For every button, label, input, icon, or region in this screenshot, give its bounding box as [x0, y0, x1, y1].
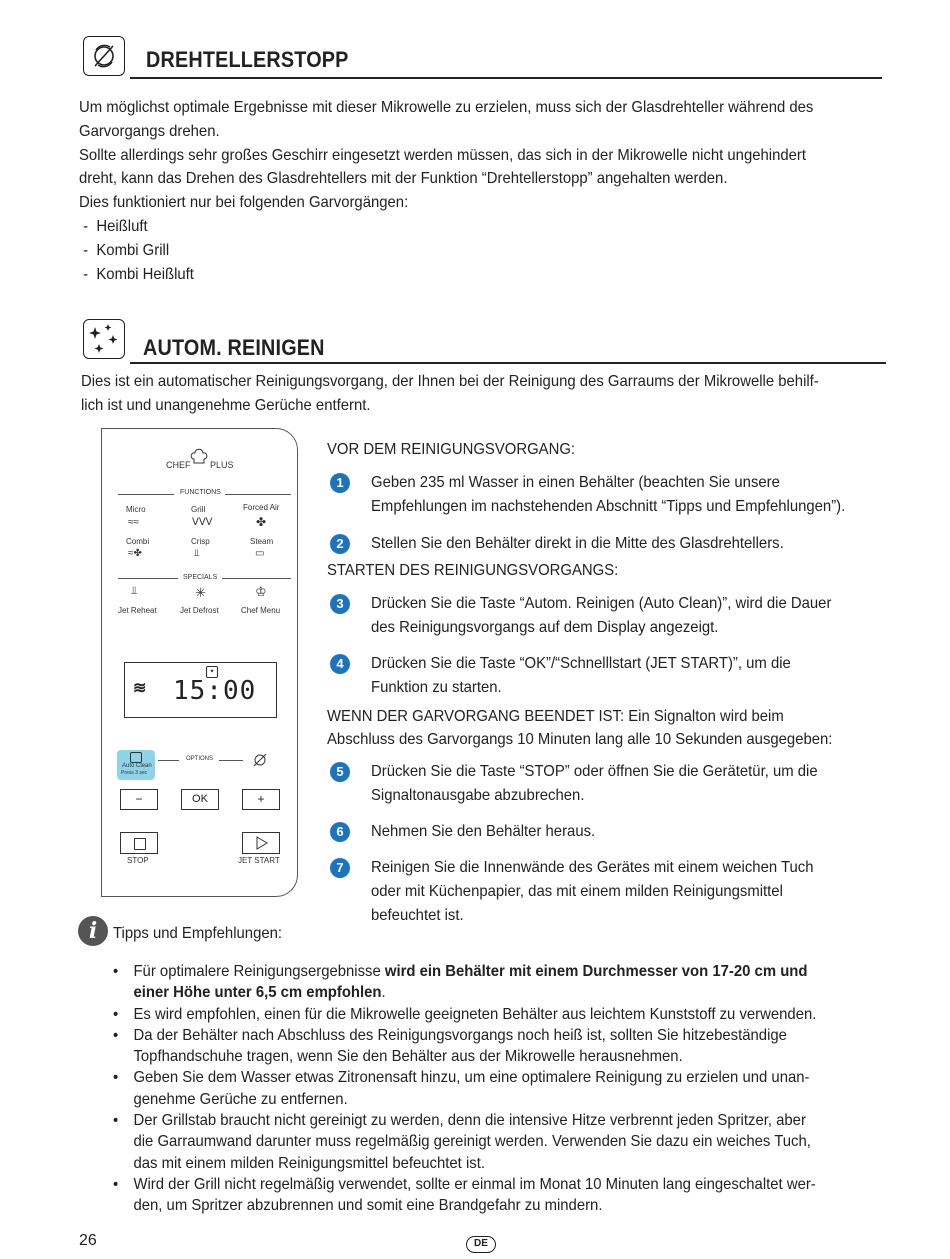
- list-item: • Da der Behälter nach Abschluss des Reinigungsvorgangs noch heiß ist, sollten Sie hitzebeständige Topfhandschuhe tragen, wenn Sie den Behälter aus der Mikrowelle herausnehmen.: [113, 1026, 787, 1066]
- step-text-line: des Reinigungsvorgangs auf dem Display angezeigt.: [371, 619, 719, 636]
- options-divider: [219, 760, 243, 761]
- minus-button[interactable]: −: [120, 789, 158, 810]
- play-icon: [255, 836, 269, 850]
- section-title-turntable-stop: DREHTELLERSTOPP: [146, 47, 349, 72]
- auto-clean-icon: [130, 752, 142, 763]
- list-item: - Kombi Heißluft: [79, 265, 194, 283]
- paragraph-line: Dies ist ein automatischer Reinigungsvorgang, der Ihnen bei der Reinigung des Garraums der Mikrowelle behilf-: [81, 373, 819, 390]
- paragraph-line: Um möglichst optimale Ergebnisse mit dieser Mikrowelle zu erzielen, muss sich der Glasdrehteller während des: [79, 99, 814, 116]
- functions-label: FUNCTIONS: [180, 489, 221, 496]
- fan-icon: ✤: [256, 515, 267, 529]
- auto-clean-label: Auto Clean: [122, 763, 152, 769]
- combi-icon: ≈✤: [128, 548, 142, 559]
- paragraph-line: Sollte allerdings sehr großes Geschirr eingesetzt werden müssen, das sich in der Mikrowelle nicht ungehindert: [79, 146, 806, 164]
- function-combi-button[interactable]: Combi: [126, 537, 150, 546]
- tips-list: [113, 961, 816, 1217]
- step-text-line: Empfehlungen im nachstehenden Abschnitt “Tipps und Empfehlungen”).: [371, 498, 846, 515]
- list-item: • Der Grillstab braucht nicht gereinigt zu werden, denn die intensive Hitze verbrennt jeden Spritzer, aber die Garraumwand darunter muss regelmäßig gereinigt werden. Verwenden Sie dazu ein weiches Tuch, das mit einem milden Reinigungsmittel befeuchtet ist.: [113, 1112, 811, 1172]
- paragraph-line: Garvorgangs drehen.: [79, 122, 220, 140]
- micro-wave-indicator-icon: ≋: [133, 680, 147, 697]
- step-text-line: Stellen Sie den Behälter direkt in die Mitte des Glasdrehtellers.: [371, 535, 784, 552]
- functions-divider: [225, 494, 291, 495]
- sparkle-clean-icon: [83, 319, 125, 359]
- list-item: • Wird der Grill nicht regelmäßig verwendet, sollte er einmal im Monat 10 Minuten lang eingeschaltet wer- den, um Spritzer abzubrennen und somit eine Brandgefahr zu mindern.: [113, 1175, 816, 1215]
- step-number: 3: [330, 594, 350, 614]
- section-divider: [130, 362, 886, 364]
- micro-wave-icon: ≈≈: [128, 517, 139, 528]
- turntable-stop-button[interactable]: [252, 752, 268, 773]
- step-number: 5: [330, 762, 350, 782]
- paragraph-line: dreht, kann das Drehen des Glasdrehtellers mit der Funktion “Drehtellerstopp” angehalten werden.: [79, 170, 728, 188]
- step-number: 7: [330, 858, 350, 878]
- function-crisp-button[interactable]: Crisp: [191, 537, 210, 546]
- chef-menu-icon: ♔: [255, 584, 267, 599]
- turntable-stop-description: [79, 96, 813, 286]
- lcd-display: [124, 662, 277, 718]
- jet-reheat-icon: ⫫: [131, 585, 138, 597]
- function-steam-button[interactable]: Steam: [250, 537, 274, 546]
- specials-label: SPECIALS: [183, 574, 218, 581]
- step-text-line: Geben 235 ml Wasser in einen Behälter (beachten Sie unsere: [371, 474, 780, 491]
- step-text-line: Signaltonausgabe abzubrechen.: [371, 787, 585, 804]
- auto-clean-button[interactable]: [117, 750, 155, 780]
- ok-button[interactable]: OK: [181, 789, 219, 810]
- step-number: 1: [330, 473, 350, 493]
- stop-label: STOP: [127, 856, 149, 865]
- turntable-stop-icon: [83, 36, 125, 76]
- function-micro-button[interactable]: Micro: [126, 505, 146, 514]
- section-title-auto-clean: AUTOM. REINIGEN: [143, 335, 325, 360]
- brand-right: PLUS: [210, 460, 234, 470]
- functions-divider: [118, 494, 174, 495]
- step-text-line: befeuchtet ist.: [371, 907, 464, 924]
- step-number: 6: [330, 822, 350, 842]
- paragraph-line: lich ist und unangenehme Gerüche entfernt.: [81, 396, 371, 414]
- end-of-cooking-note: [327, 705, 832, 751]
- step-number: 2: [330, 534, 350, 554]
- before-cleaning-heading: VOR DEM REINIGUNGSVORGANG:: [327, 441, 576, 458]
- options-divider: [158, 760, 179, 761]
- steam-icon: ▭: [255, 548, 265, 559]
- step-text-line: Drücken Sie die Taste “STOP” oder öffnen Sie die Gerätetür, um die: [371, 763, 818, 780]
- auto-clean-indicator-icon: ✦: [206, 666, 218, 678]
- step-text-line: Reinigen Sie die Innenwände des Gerätes mit einem weichen Tuch: [371, 859, 814, 876]
- tips-heading: Tipps und Empfehlungen:: [113, 925, 283, 942]
- function-forced-air-button[interactable]: Forced Air: [243, 503, 280, 512]
- brand-left: CHEF: [166, 460, 191, 470]
- stop-button[interactable]: [120, 832, 158, 854]
- specials-divider: [222, 578, 291, 579]
- jet-reheat-button[interactable]: Jet Reheat: [118, 606, 157, 615]
- stop-icon: [134, 838, 146, 850]
- options-label: OPTIONS: [186, 756, 214, 762]
- step-number: 4: [330, 654, 350, 674]
- list-item: - Heißluft: [79, 217, 148, 235]
- auto-clean-description: [81, 370, 819, 418]
- jet-start-label: JET START: [238, 856, 280, 865]
- crisp-icon: ⫫: [194, 548, 200, 559]
- language-badge: DE: [466, 1236, 496, 1253]
- control-panel-illustration: [101, 428, 298, 897]
- step-text-line: Funktion zu starten.: [371, 679, 502, 696]
- step-text-line: oder mit Küchenpapier, das mit einem milden Reinigungsmittel: [371, 883, 783, 900]
- start-cleaning-heading: STARTEN DES REINIGUNGSVORGANGS:: [327, 562, 619, 579]
- chef-hat-icon: [189, 447, 209, 472]
- jet-defrost-icon: ✳: [195, 585, 206, 600]
- chef-menu-button[interactable]: Chef Menu: [241, 606, 281, 615]
- page-number: 26: [79, 1232, 97, 1249]
- press-3-sec-label: Press 3 sec: [121, 770, 148, 776]
- note-line: Abschluss des Garvorgangs 10 Minuten lang alle 10 Sekunden ausgegeben:: [327, 731, 833, 748]
- function-grill-button[interactable]: Grill: [191, 505, 206, 514]
- list-item: • Für optimalere Reinigungsergebnisse wird ein Behälter mit einem Durchmesser von 17-20 cm und einer Höhe unter 6,5 cm empfohlen.: [113, 963, 808, 1002]
- paragraph-line: Dies funktioniert nur bei folgenden Garvorgängen:: [79, 194, 409, 212]
- step-text-line: Drücken Sie die Taste “OK”/“Schnelllstart (JET START)”, um die: [371, 655, 791, 672]
- jet-defrost-button[interactable]: Jet Defrost: [180, 606, 219, 615]
- step-text-line: Drücken Sie die Taste “Autom. Reinigen (Auto Clean)”, wird die Dauer: [371, 595, 832, 612]
- jet-start-button[interactable]: [242, 832, 280, 854]
- info-icon: i: [78, 916, 108, 946]
- list-item: • Geben Sie dem Wasser etwas Zitronensaft hinzu, um eine optimalere Reinigung zu erzielen und unan- genehme Gerüche zu entfernen.: [113, 1069, 810, 1108]
- step-text-line: Nehmen Sie den Behälter heraus.: [371, 823, 596, 840]
- display-time: 15:00: [173, 676, 257, 706]
- grill-icon: ᐯᐯᐯ: [192, 517, 213, 528]
- list-item: - Kombi Grill: [79, 241, 170, 259]
- plus-button[interactable]: +: [242, 789, 280, 810]
- section-divider: [130, 77, 882, 79]
- specials-divider: [118, 578, 178, 579]
- list-item: • Es wird empfohlen, einen für die Mikrowelle geeigneten Behälter aus leichtem Kunststoff zu verwenden.: [113, 1005, 817, 1023]
- note-line: WENN DER GARVORGANG BEENDET IST: Ein Signalton wird beim: [327, 708, 784, 725]
